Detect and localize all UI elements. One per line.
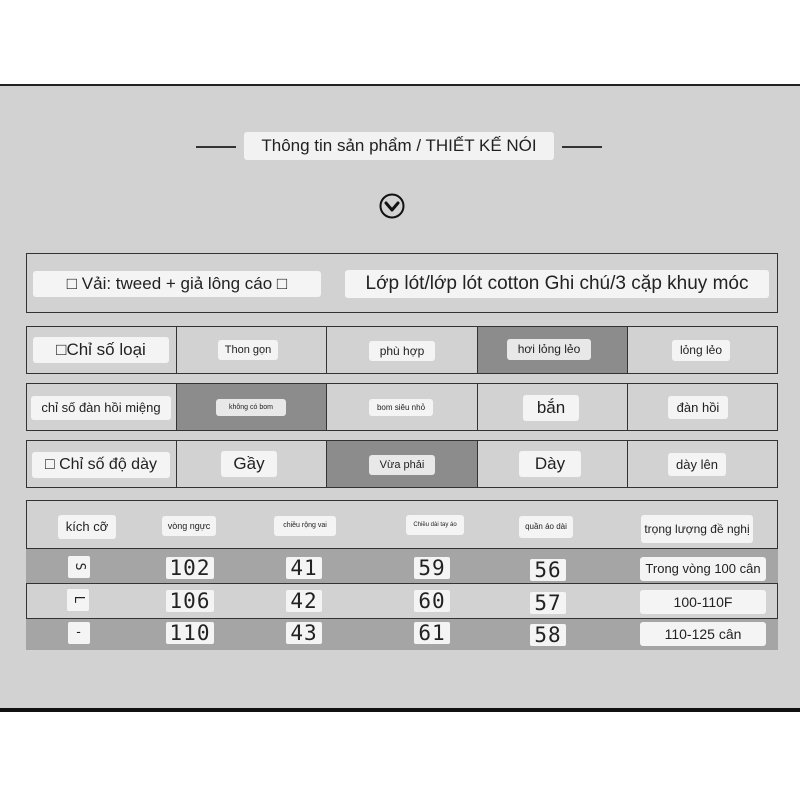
weight-cell: Trong vòng 100 cân (640, 557, 766, 581)
fabric-label: □ Vải: tweed + giả lông cáo □ (33, 271, 321, 297)
shoulder-cell: 42 (286, 590, 322, 612)
fit-index-row (26, 326, 778, 374)
title-rule-right (562, 146, 602, 148)
lining-label: Lớp lót/lớp lót cotton Ghi chú/3 cặp khuy móc (345, 270, 769, 298)
fit-option-label: hơi lỏng lẻo (507, 339, 591, 360)
elasticity-index-row (26, 383, 778, 431)
size-cell: L (67, 589, 89, 611)
length-cell: 56 (530, 559, 566, 581)
elasticity-option-label: bom siêu nhỏ (369, 399, 433, 416)
title-rule-left (196, 146, 236, 148)
material-box (26, 253, 778, 313)
thickness-index-row (26, 440, 778, 488)
length-cell: 58 (530, 624, 566, 646)
shoulder-cell: 41 (286, 557, 322, 579)
size-table-header: quần áo dài (519, 516, 573, 538)
fit-option-label: Thon gọn (218, 340, 278, 360)
size-cell: - (68, 622, 90, 644)
thickness-option-label: dày lên (668, 453, 726, 476)
thickness-option-thin[interactable] (177, 441, 327, 487)
sleeve-cell: 61 (414, 622, 450, 644)
size-table-header: kích cỡ (58, 515, 116, 539)
elasticity-option-shoot[interactable] (478, 384, 628, 430)
elasticity-option-tiny[interactable] (327, 384, 478, 430)
size-cell: S (68, 556, 90, 578)
thickness-option-thick[interactable] (478, 441, 628, 487)
elasticity-option-none-selected[interactable] (177, 384, 327, 430)
elasticity-option-label: đàn hồi (668, 396, 728, 419)
fit-option-loose-selected[interactable] (478, 327, 628, 373)
chest-cell: 102 (166, 557, 214, 579)
length-cell: 57 (530, 592, 566, 614)
elasticity-option-label: không có bom (216, 399, 286, 416)
chest-cell: 110 (166, 622, 214, 644)
sleeve-cell: 60 (414, 590, 450, 612)
thickness-label: □ Chỉ số độ dày (32, 452, 170, 478)
elasticity-option-label: bắn (523, 395, 579, 421)
elasticity-label: chỉ số đàn hồi miệng (31, 396, 171, 420)
shoulder-cell: 43 (286, 622, 322, 644)
size-table-header: Chiều dài tay áo (406, 515, 464, 535)
thickness-option-medium-selected[interactable] (327, 441, 478, 487)
thickness-label-cell (27, 441, 177, 487)
thickness-option-label: Gầy (221, 451, 277, 477)
thickness-option-thicker[interactable] (628, 441, 777, 487)
weight-cell: 110-125 cân (640, 622, 766, 646)
size-table-header: vòng ngực (162, 516, 216, 536)
fit-option-label: lỏng lẻo (672, 340, 730, 361)
fit-option-very-loose[interactable] (628, 327, 777, 373)
elasticity-label-cell (27, 384, 177, 430)
size-table-header: chiều rộng vai (274, 516, 336, 536)
fit-option-slim[interactable] (177, 327, 327, 373)
thickness-option-label: Dày (519, 451, 581, 477)
chevron-down-circle-icon (379, 193, 405, 219)
elasticity-option-elastic[interactable] (628, 384, 777, 430)
sleeve-cell: 59 (414, 557, 450, 579)
fit-option-regular[interactable] (327, 327, 478, 373)
chest-cell: 106 (166, 590, 214, 612)
weight-cell: 100-110F (640, 590, 766, 614)
fit-index-label: □Chỉ số loại (33, 337, 169, 363)
size-table-header: trọng lượng đề nghị (641, 515, 753, 543)
fit-option-label: phù hợp (369, 341, 435, 361)
fit-index-label-cell (27, 327, 177, 373)
thickness-option-label: Vừa phải (369, 455, 435, 475)
page-title: Thông tin sản phẩm / THIẾT KẾ NÓI (244, 132, 554, 160)
